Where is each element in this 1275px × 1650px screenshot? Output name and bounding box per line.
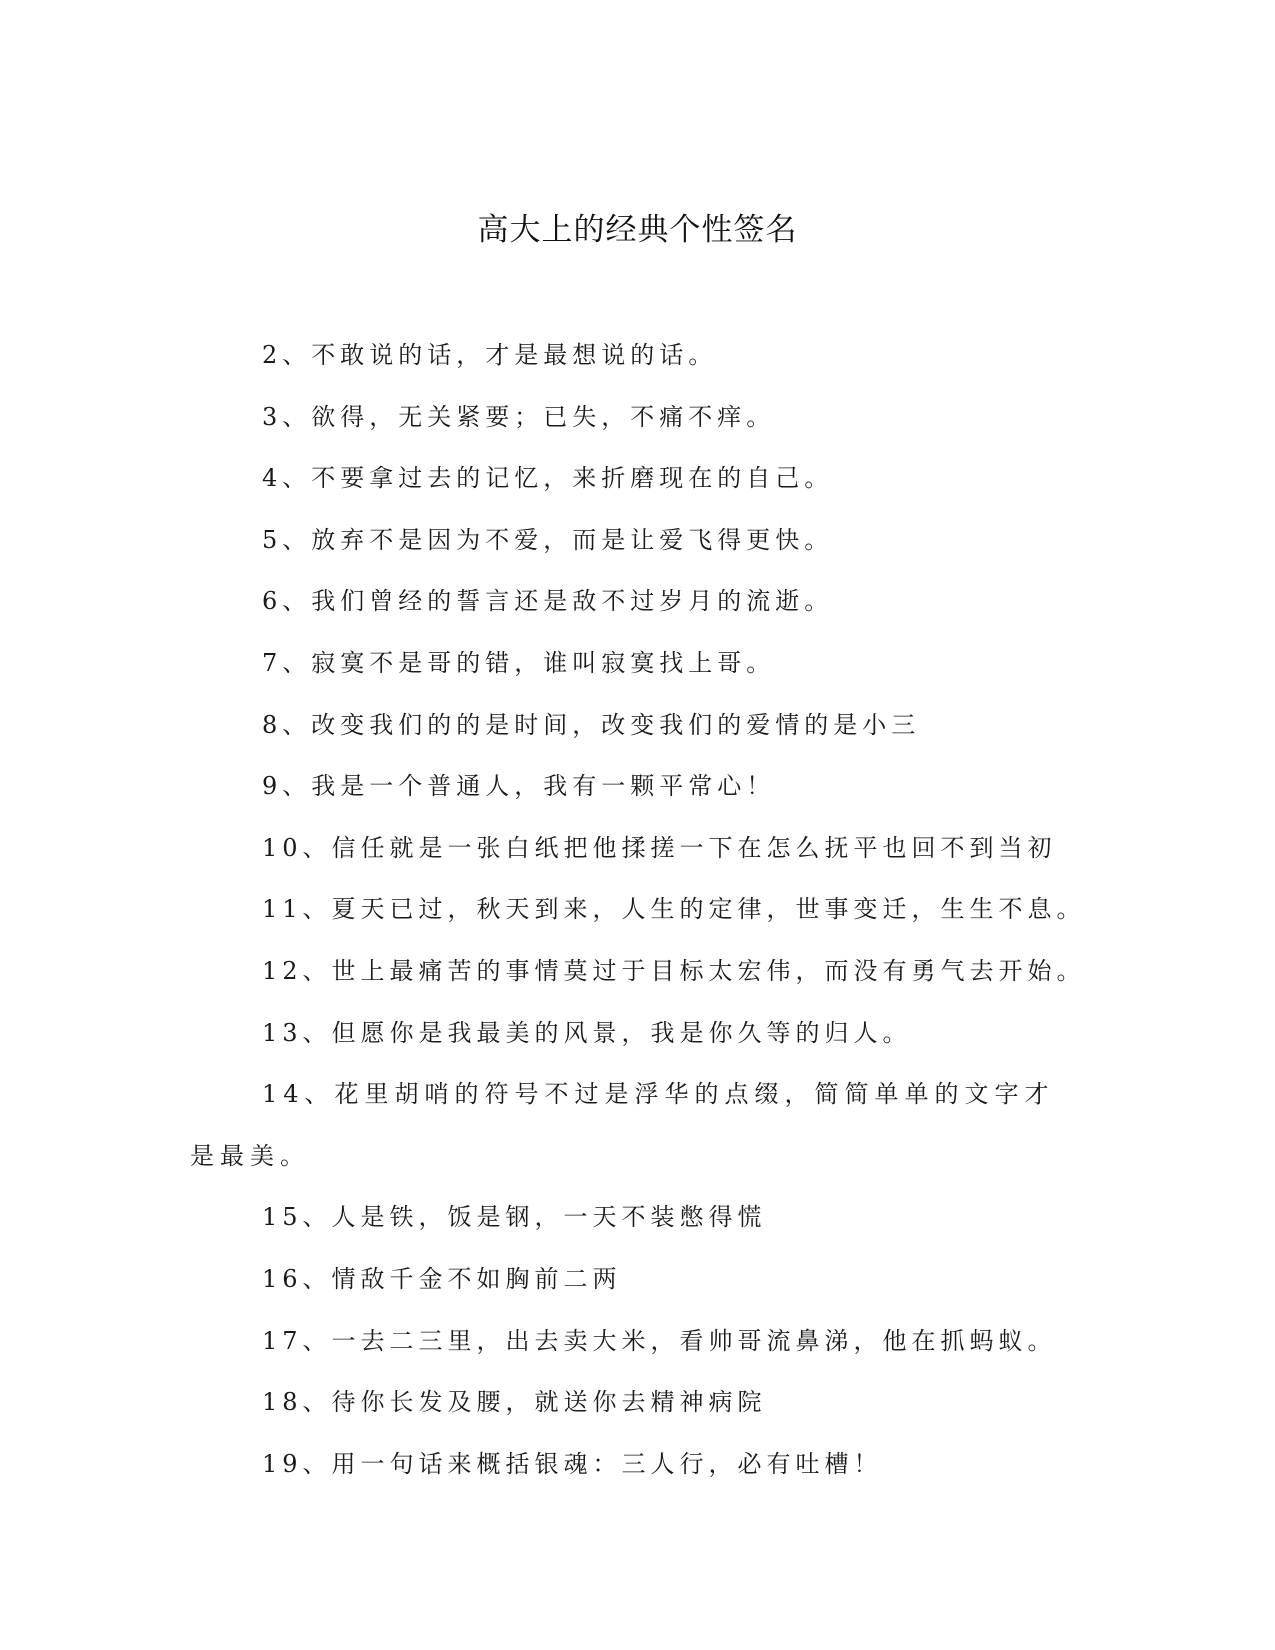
paragraph: 4、不要拿过去的记忆，来折磨现在的自己。 — [262, 464, 834, 493]
paragraph: 6、我们曾经的誓言还是敌不过岁月的流逝。 — [262, 587, 834, 616]
paragraph: 14、花里胡哨的符号不过是浮华的点缀，简简单单的文字才是最美。 — [190, 1080, 1055, 1170]
paragraph: 19、用一句话来概括银魂：三人行，必有吐槽！ — [262, 1449, 883, 1478]
paragraph: 7、寂寞不是哥的错，谁叫寂寞找上哥。 — [262, 648, 776, 677]
paragraph: 10、信任就是一张白纸把他揉搓一下在怎么抚平也回不到当初 — [262, 833, 1057, 862]
paragraph: 15、人是铁，饭是钢，一天不装憋得慌 — [262, 1203, 767, 1232]
paragraph: 13、但愿你是我最美的风景，我是你久等的归人。 — [262, 1018, 912, 1047]
paragraph: 2、不敢说的话，才是最想说的话。 — [262, 341, 718, 369]
paragraph: 3、欲得，无关紧要；已失，不痛不痒。 — [262, 402, 776, 431]
paragraph: 5、放弃不是因为不爱，而是让爱飞得更快。 — [262, 525, 834, 554]
paragraph: 8、改变我们的的是时间，改变我们的爱情的是小三 — [262, 710, 921, 739]
paragraph: 11、夏天已过，秋天到来，人生的定律，世事变迁，生生不息。 — [262, 895, 1086, 924]
paragraph: 16、情敌千金不如胸前二两 — [262, 1264, 622, 1293]
document-body — [190, 325, 1086, 1495]
paragraph: 12、世上最痛苦的事情莫过于目标太宏伟，而没有勇气去开始。 — [262, 956, 1086, 985]
paragraph: 9、我是一个普通人，我有一颗平常心！ — [262, 772, 776, 801]
paragraph: 17、一去二三里，出去卖大米，看帅哥流鼻涕，他在抓蚂蚁。 — [262, 1326, 1057, 1355]
paragraph: 18、待你长发及腰，就送你去精神病院 — [262, 1388, 767, 1417]
document-title: 高大上的经典个性签名 — [477, 212, 798, 248]
